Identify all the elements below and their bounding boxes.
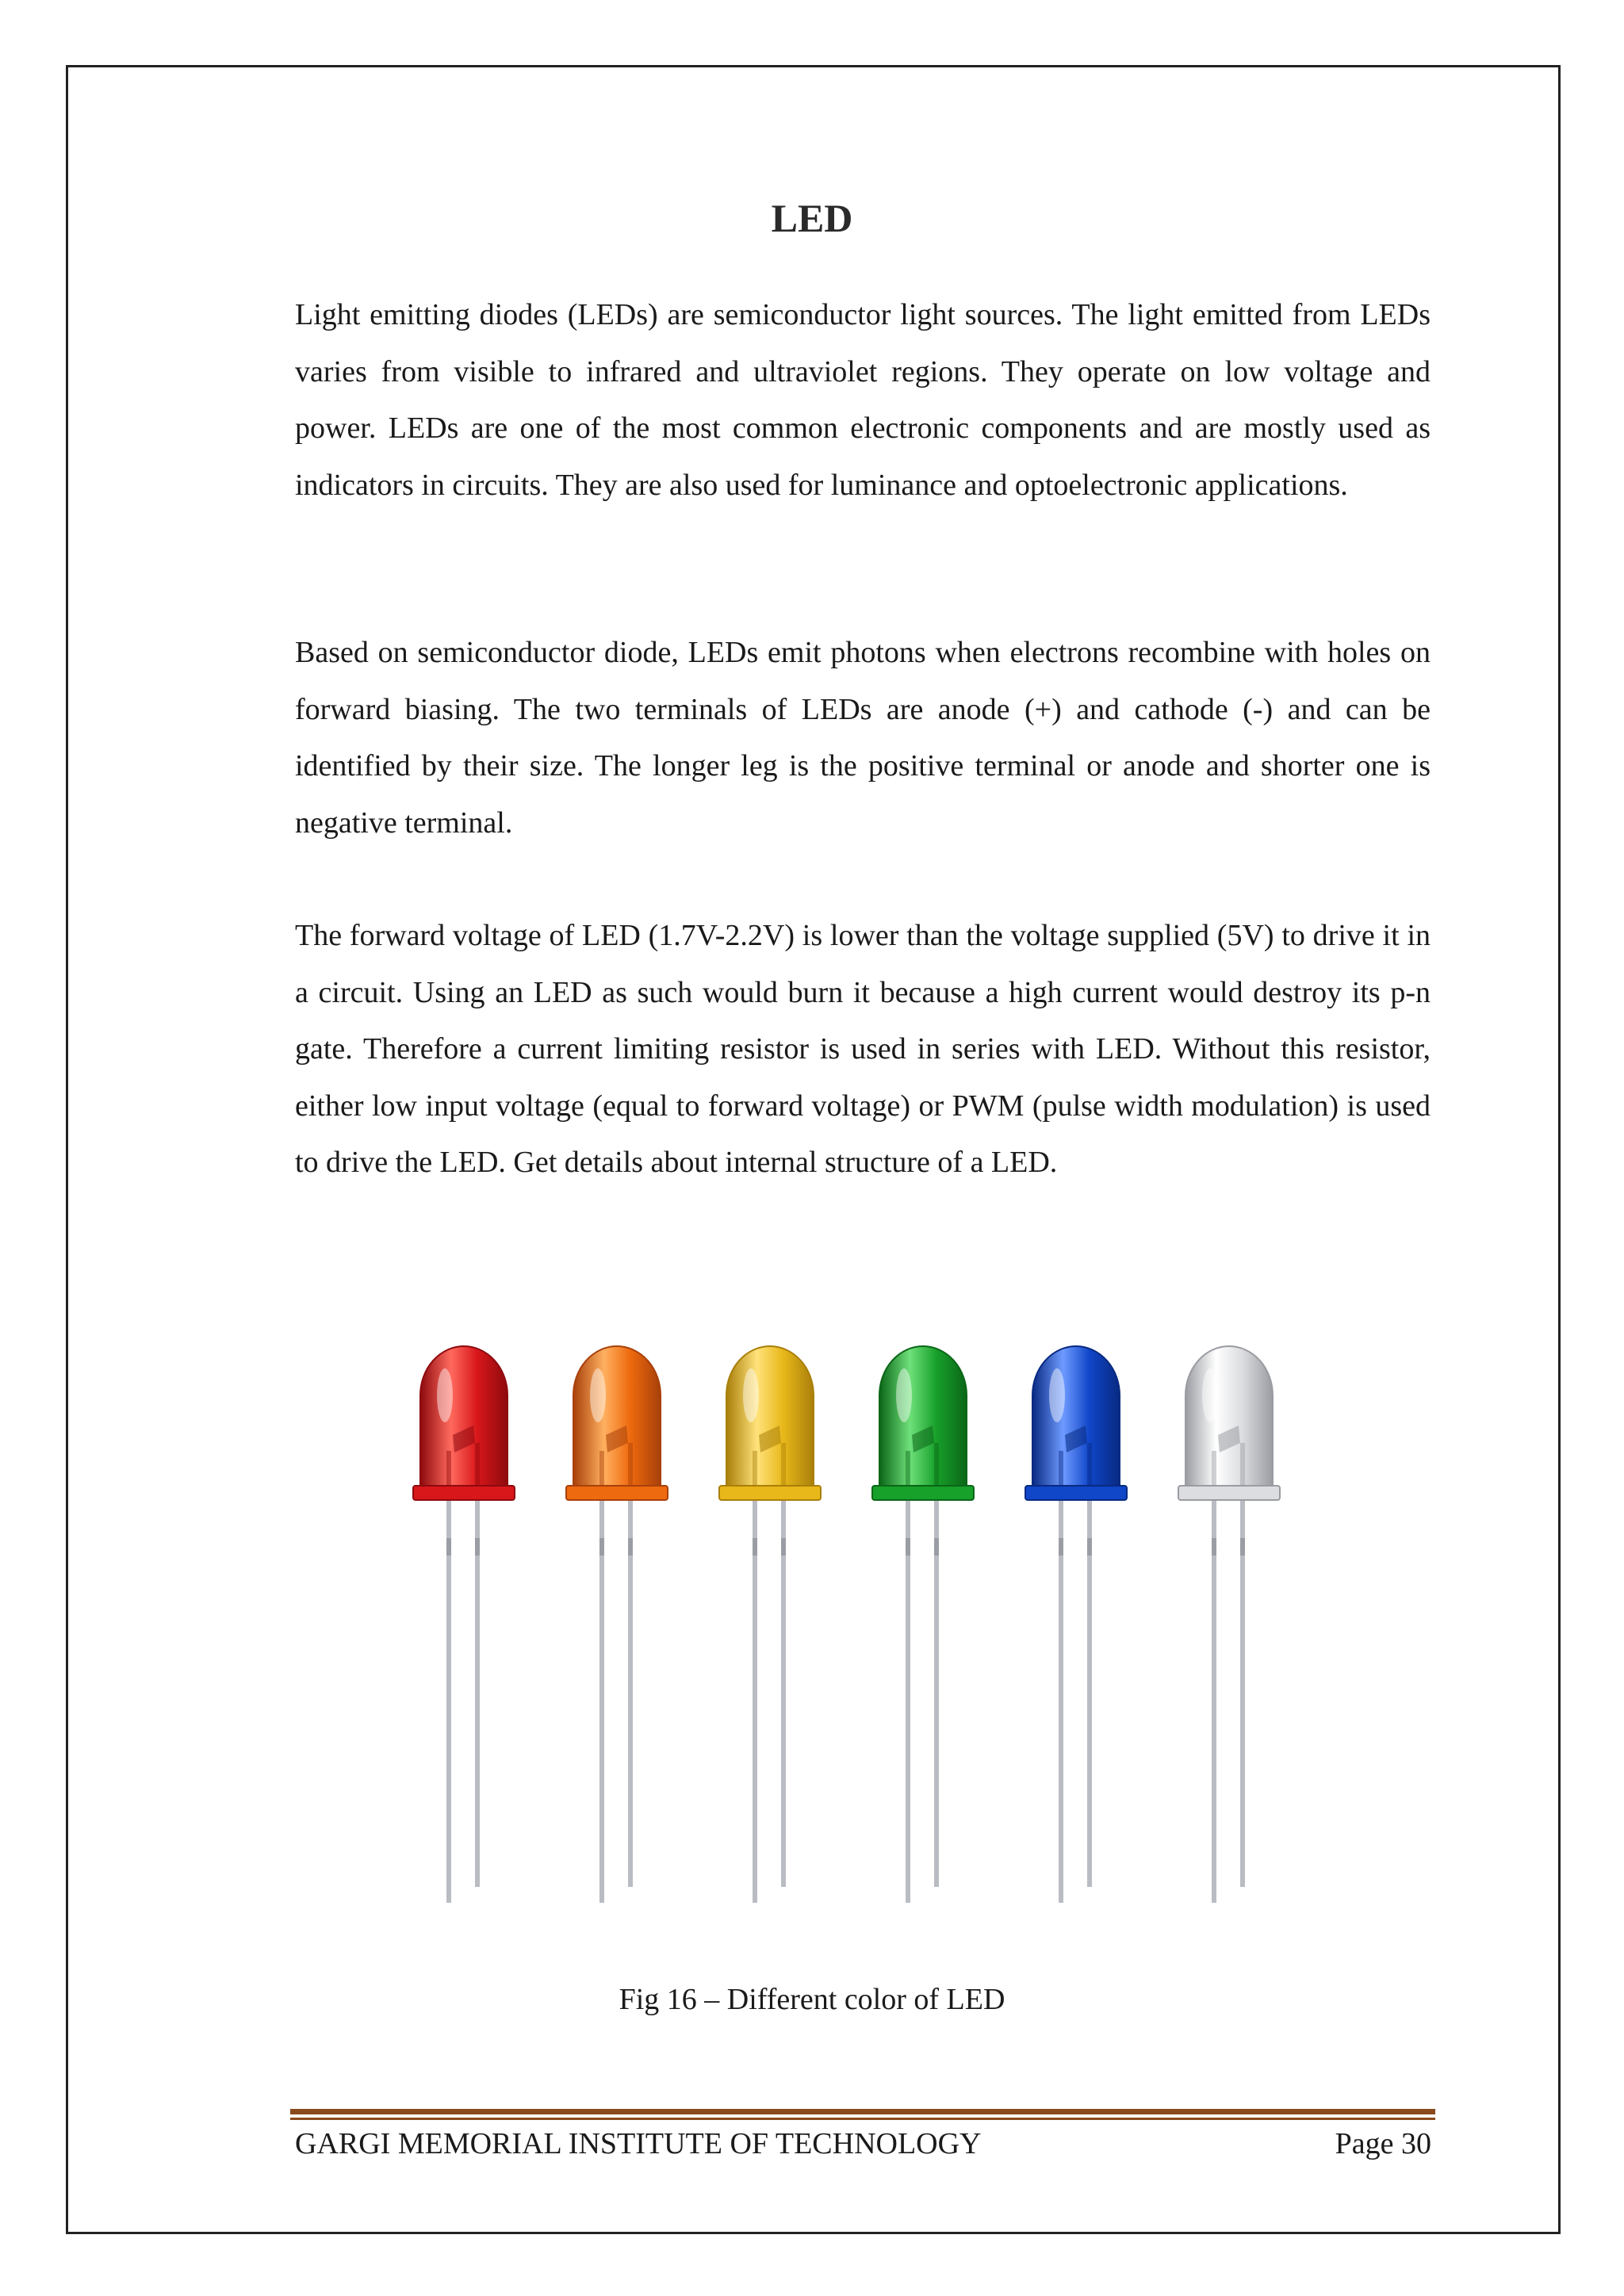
paragraph-3: The forward voltage of LED (1.7V-2.2V) is lower than the voltage supplied (5V) to drive it in a circuit. Using an LED as such would burn it because a high current would destroy its p-n gate. Therefore a current limiting resistor is used in series with LED. Without this resistor, either low input voltage (equal to forward voltage) or PWM (pulse width modulation) is used to drive the LED. Get details about internal structure of a LED. (295, 919, 1431, 1179)
led-dome (1185, 1346, 1273, 1490)
led-red (413, 1346, 515, 1903)
page-title: LED (771, 196, 853, 240)
led-flange (1025, 1486, 1127, 1500)
led-dome (420, 1346, 508, 1490)
led-flange (566, 1486, 668, 1500)
led-yellow (719, 1346, 821, 1903)
led-image (396, 1340, 1316, 1919)
paragraph-2: Based on semiconductor diode, LEDs emit photons when electrons recombine with holes on forward biasing. The two terminals of LEDs are anode (+) and cathode (-) and can be identified by their size. The longer leg is the positive terminal or anode and shorter one is negative terminal. (295, 636, 1431, 840)
led-figure (396, 1340, 1316, 1919)
led-dome (1032, 1346, 1120, 1490)
led-dome (573, 1346, 661, 1490)
led-flange (1178, 1486, 1280, 1500)
led-clear (1178, 1346, 1280, 1903)
led-blue (1025, 1346, 1127, 1903)
led-flange (872, 1486, 974, 1500)
footer-institute: GARGI MEMORIAL INSTITUTE OF TECHNOLOGY (295, 2127, 982, 2160)
footer-page-number: Page 30 (1335, 2127, 1431, 2160)
footer-divider (290, 2109, 1435, 2120)
led-dome (879, 1346, 967, 1490)
led-green (872, 1346, 974, 1903)
figure-caption: Fig 16 – Different color of LED (619, 1983, 1005, 2016)
led-flange (719, 1486, 821, 1500)
led-dome (726, 1346, 814, 1490)
led-orange (566, 1346, 668, 1903)
led-flange (413, 1486, 515, 1500)
paragraph-1: Light emitting diodes (LEDs) are semiconductor light sources. The light emitted from LEDs varies from visible to infrared and ultraviolet regions. They operate on low voltage and power. LEDs are one of the most common electronic components and are mostly used as indicators in circuits. They are also used for luminance and optoelectronic applications. (295, 298, 1431, 502)
